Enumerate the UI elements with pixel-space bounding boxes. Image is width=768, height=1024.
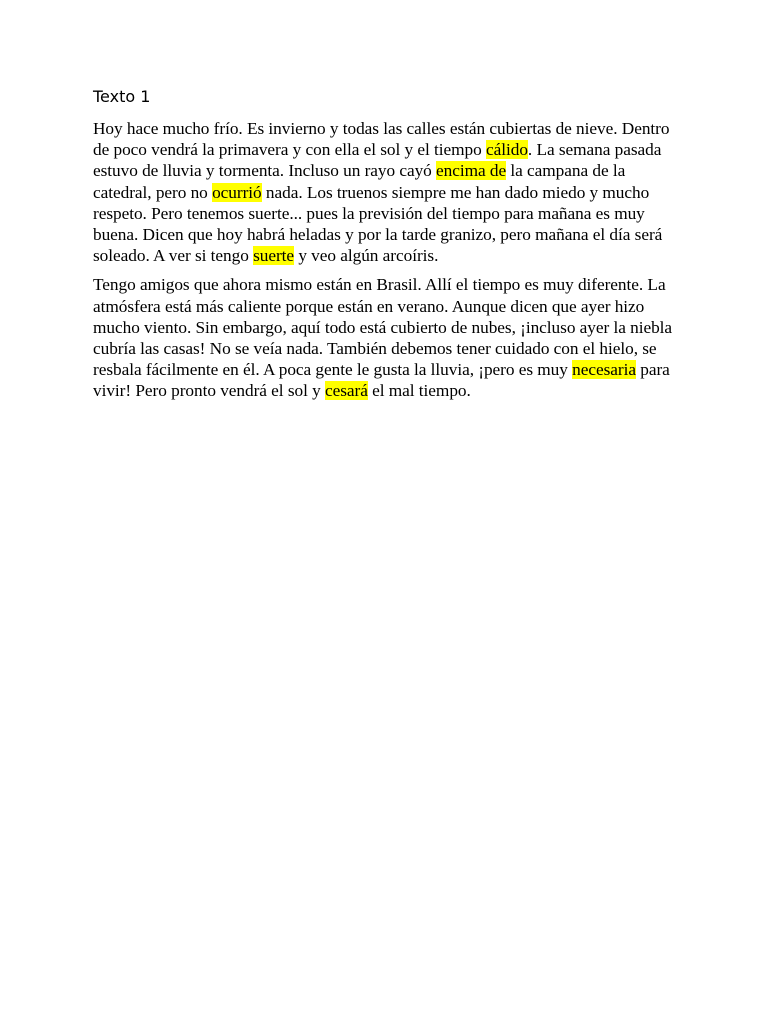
text-segment: para vivir! Pero pronto vendrá el sol y: [93, 360, 670, 401]
document-page: [93, 86, 683, 410]
document-title: Texto 1: [93, 87, 151, 106]
highlighted-word: ocurrió: [212, 182, 262, 202]
text-segment: Hoy hace mucho frío. Es invierno y todas las calles están cubiertas de nieve. Dentro de poco vendrá la primavera y con ella el sol y el tiempo: [93, 119, 670, 160]
paragraph-2: [93, 274, 683, 401]
text-segment: Tengo amigos que ahora mismo están en Brasil. Allí el tiempo es muy diferente. La atmósfera está más caliente porque están en verano. Aunque dicen que ayer hizo mucho viento. Sin embargo, aquí todo está cubierto de nubes, ¡incluso ayer la niebla cubría las casas! No se veía nada. También debemos tener cuidado con el hielo, se resbala fácilmente en él. A poca gente le gusta la lluvia, ¡pero es muy: [93, 275, 673, 380]
text-segment: . La semana pasada estuvo de lluvia y tormenta. Incluso un rayo cayó: [93, 140, 662, 181]
text-segment: la campana de la catedral, pero no: [93, 161, 626, 202]
paragraph-1: [93, 118, 683, 266]
highlighted-word: cesará: [324, 381, 368, 401]
highlighted-word: necesaria: [572, 360, 636, 380]
highlighted-word: suerte: [253, 246, 295, 266]
text-segment: y veo algún arcoíris.: [294, 246, 439, 266]
text-segment: nada. Los truenos siempre me han dado miedo y mucho respeto. Pero tenemos suerte... pues la previsión del tiempo para mañana es muy buena. Dicen que hoy habrá heladas y por la tarde granizo, pero mañana el día será soleado. A ver si tengo: [93, 182, 663, 266]
text-segment: el mal tiempo.: [367, 381, 471, 401]
highlighted-word: encima de: [436, 161, 507, 181]
highlighted-word: cálido: [485, 140, 528, 160]
